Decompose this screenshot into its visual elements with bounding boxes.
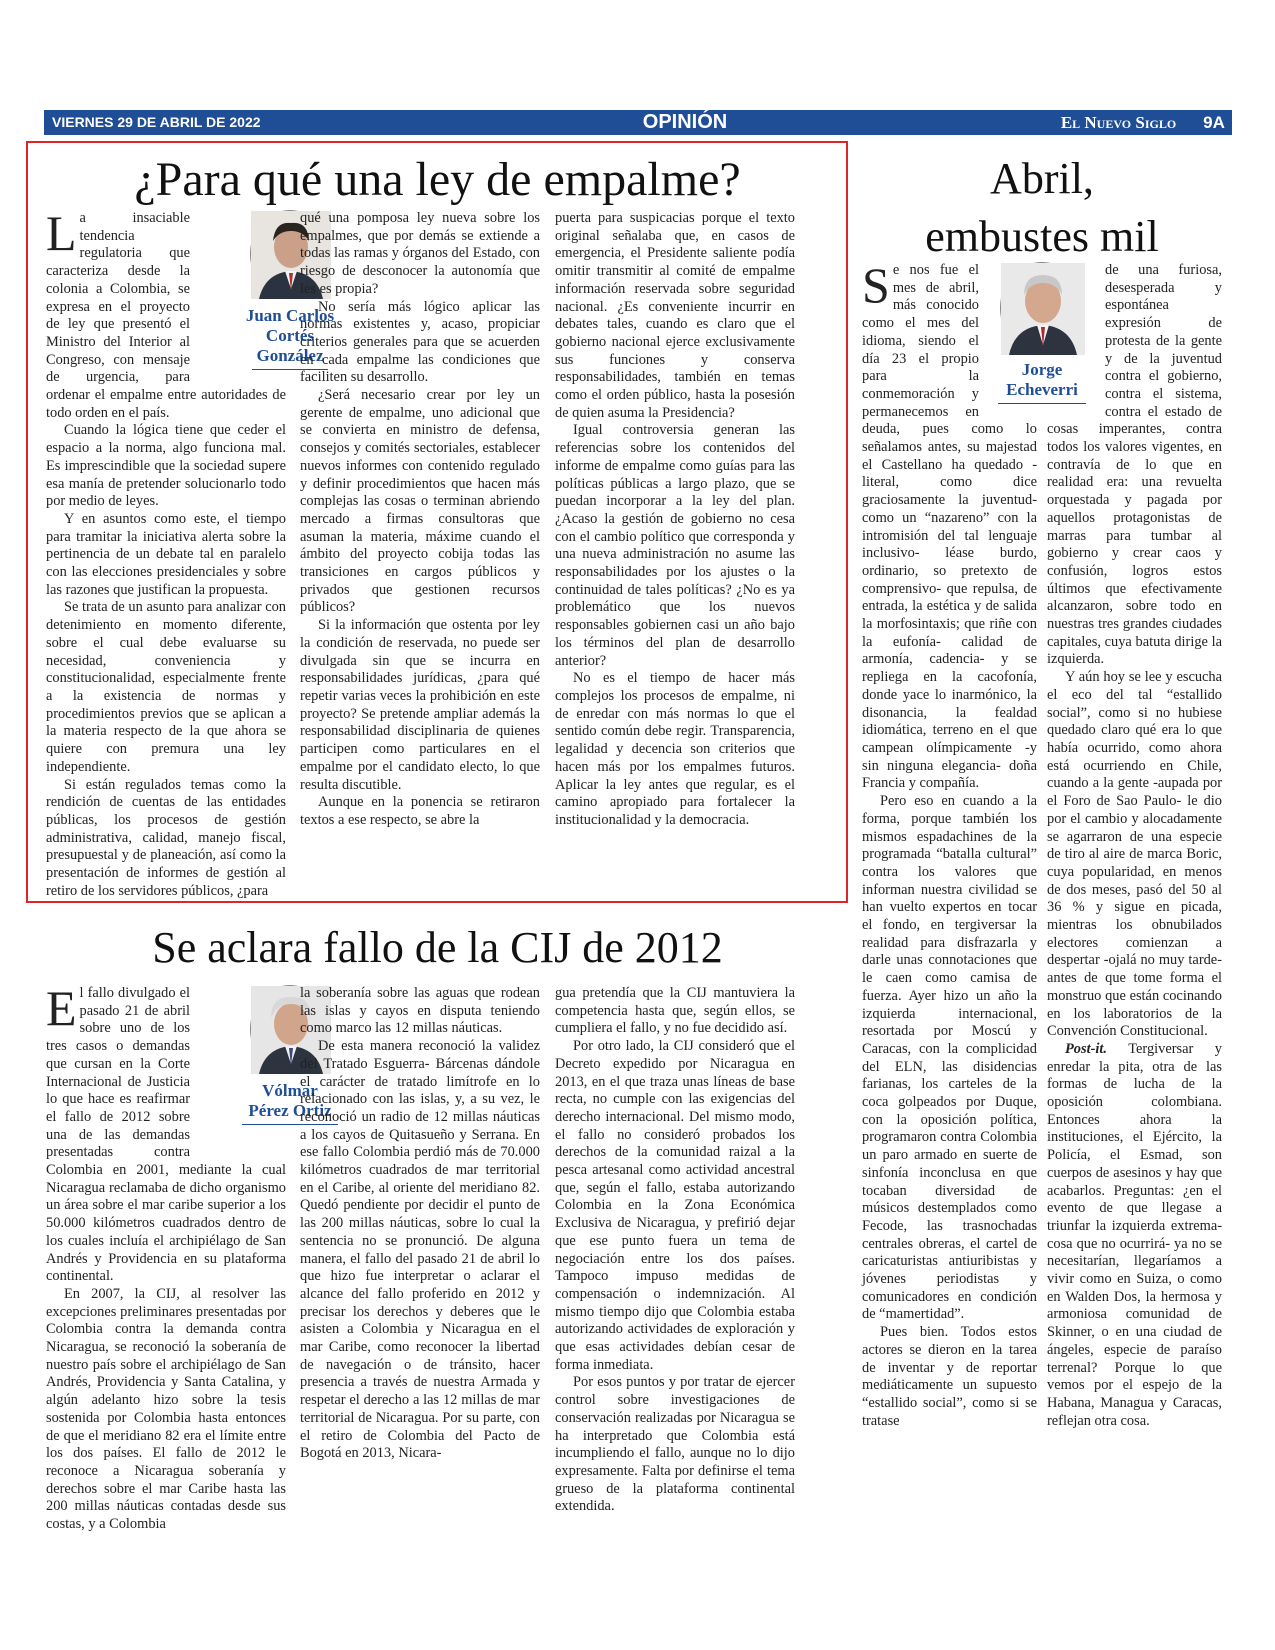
article1-paragraph: Se trata de un asunto para analizar con detenimiento en momento diferente, sobre el cual debe evaluarse su necesidad, conveniencia y constitucionalidad, especialmente frente a la existencia de normas y procedimientos previos que se aplican a la materia respecto de la que ahora se quiere con premura una ley independiente. [46,599,286,775]
article2-paragraph: la soberanía sobre las aguas que rodean las islas y cayos en disputa teniendo como marco las 12 millas náuticas. [300,985,540,1037]
article3-paragraph: Tergiversar y enredar la pita, otra de las formas de lucha de la oposición colombiana. Entonces ahora la instituciones, el Ejército, la Policía, el Esmad, son cuerpos de asesinos y hay que acabarlos. Preguntas: ¿en el evento de que llegase a triunfar la izquierda extrema- cosa que no ocurrirá- ya no se necesitarían, llegaríamos a vivir como en Suiza, o como en Walden Dos, la hermosa y armoniosa comunidad de Skinner, o en una ciudad de ángeles, especie de paraíso terrenal? Porque lo que vemos por el espejo de la Habana, Managua y Caracas, reflejan otra cosa. [1047,1040,1222,1429]
article2-paragraph: En 2007, la CIJ, al resolver las excepciones preliminares presentadas por Colombia contra la demanda contra Nicaragua, se reconoció la soberanía de nuestro país sobre el archipiélago de San Andrés, Providencia y Santa Catalina, y algún adelanto hizo sobre la tesis sostenida por Colombia hasta entonces de que el meridiano 82 era el límite entre los dos países. El fallo de 2012 le reconoce a Nicaragua soberanía y derechos sobre el mar Caribe hasta las 200 millas náuticas contadas desde sus costas, y a Colombia [46,1285,286,1533]
article1-dropcap: L [46,205,77,261]
article1-column-2 [300,210,540,840]
article3-portrait-spacer [1047,262,1105,412]
article3-paragraph: de una furiosa, desesperada y espontánea expresión de protesta de la gente y de la juventud contra el gobierno, contra el sistema, contra el estado de cosas imperantes, contra todos los valores vigentes, en contravía de lo que en realidad era: una revuelta orquestada y pagada por aquellos protagonistas de marras para tumbar al gobierno y crear caos y confusión, logros estos últimos que efectivamente alcanzaron, sobre todo en nuestras tres grandes ciudades capitales, cuya batuta dirige la izquierda. [1047,262,1222,668]
article3-title-line: embustes mil [925,212,1159,261]
article2-title: Se aclara fallo de la CIJ de 2012 [152,923,723,972]
article1-paragraph: Si están regulados temas como la rendición de cuentas de las entidades públicas, los procesos de gestión administrativa, calidad, manejo fiscal, presupuestal y de planeación, así como la presentación de informes de gestión al retiro de los servidores públicos, ¿para [46,776,286,899]
postit-label: Post-it. [1065,1040,1107,1057]
article2-paragraph: l fallo divulgado el pasado 21 de abril sobre uno de los tres casos o demandas que cursan en la Corte Internacional de Justicia lo que hace es reafirmar el fallo de 2012 sobre una de las demandas presentadas contra Colombia en 2001, mediante la cual Nicaragua reclamaba de dicho organismo un área sobre el mar caribe superior a los 50.000 kilómetros cuadrados dentro de los cuales incluía el archipiélago de San Andrés y Providencia en su plataforma continental. [46,985,286,1285]
article2-column-3 [555,985,795,1520]
author-name-line: Cortés [265,326,315,345]
page-header [44,110,1232,135]
article2-paragraph: De esta manera reconoció la validez del Tratado Esguerra- Bárcenas dándole el carácter de tratado limítrofe en lo relacionado con las islas, y, a su vez, le reconoció un radio de 12 millas náuticas a los cayos de Quitasueño y Serrana. En ese fallo Colombia perdió más de 70.000 kilómetros cuadrados de mar territorial en el Caribe, al oriente del meridiano 82. Quedó pendiente por decidir el punto de las 200 millas náuticas, sobre lo cual la sentencia no se pronunció. De alguna manera, el fallo del pasado 21 de abril lo que hizo fue interpretar o aclarar el alcance del fallo proferido en 2012 y precisar los derechos y deberes que le asisten a Colombia y Nicaragua en el mar Caribe, como reconocer la libertad de navegación o de tránsito, hacer presencia a través de nuestra Armada y respetar el derecho a las 12 millas de mar territorial de Nicaragua. Por su parte, con el retiro de Colombia del Pacto de Bogotá en 2013, Nicara- [300,1038,540,1462]
article1-paragraph: puerta para suspicacias porque el texto original señalaba que, en casos de emergencia, el Presidente saliente podía omitir transmitir al comité de empalme información reservada sobre seguridad nacional. ¿Es conveniente incurrir en debates tales, cuando es claro que el gobierno nacional ejerce exclusivamente sus funciones y conserva responsabilidades, también en temas como el orden público, hasta la posesión de quien asuma la Presidencia? [555,210,795,421]
article2-paragraph: Por otro lado, la CIJ consideró que el Decreto expedido por Nicaragua en 2013, en el que traza unas líneas de base recta, no cumple con las exigencias del derecho internacional. Del mismo modo, el fallo no consideró probados los derechos de la comunidad raizal a la pesca artesanal como actividad ancestral que, según el fallo, estaba autorizando Colombia en la Zona Económica Exclusiva de Nicaragua, y prefirió dejar que ese punto fuera un tema de negociación entre los dos países. Tampoco impuso medidas de compensación o indemnización. Al mismo tiempo dijo que Colombia estaba autorizando actividades de exploración y que esas actividades debían cesar de forma inmediata. [555,1038,795,1373]
article1-paragraph: Si la información que ostenta por ley la condición de reservada, no puede ser divulgada sin que se incurra en responsabilidades jurídicas, ¿para qué repetir varias veces la prohibición en este proyecto? Se pretende ampliar además la responsabilidad disciplinaria de quienes participen como particulares en el empalme por el candidato electo, lo que resulta discutible. [300,617,540,793]
article3-title-line: Abril, [990,154,1094,203]
article3-paragraph: Pues bien. Todos estos actores se dieron en la tarea de inventar y de reportar mediáticamente un supuesto “estallido social”, como si se tratase [862,1324,1037,1429]
article2-paragraph: Por esos puntos y por tratar de ejercer control sobre investigaciones de conservación realizadas por Nicaragua se ha interpretado que Colombia está incumpliendo el fallo, aunque no lo dijo expresamente. Falta por definirse el tema grueso de la plataforma continental extendida. [555,1374,795,1515]
header-section: OPINIÓN [329,110,1041,135]
article1-paragraph: qué una pomposa ley nueva sobre los empalmes, que por demás se extiende a todas las ramas y órganos del Estado, con riesgo de desconocer la autonomía que les es propia? [300,210,540,297]
header-page-number: 9A [1196,110,1232,135]
article1-paragraph: No es el tiempo de hacer más complejos los procesos de empalme, ni de enredar con más normas lo que el sentido común debe regir. Transparencia, legalidad y decencia son criterios que hacen más por los empalmes futuros. Aplicar la ley antes que regular, es el camino apropiado para fortalecer la institucionalidad y la democracia. [555,670,795,828]
article3-paragraph: Pero eso en cuando a la forma, porque también los mismos espadachines de la programada “batalla cultural” contra los valores que informan nuestra civilidad se han vuelto expertos en tocar el fondo, en tergiversar la realidad para disfrazarla y darle unas connotaciones que le caen como camisa de fuerza. Ayer hizo un año la izquierda internacional, resortada por Moscú y Caracas, con la complicidad del ELN, las disidencias farianas, los carteles de la coca golpeados por Duque, con la oposición política, programaron contra Colombia un paro armado en suerte de sinfonía inconclusa en que tocaban diversidad de músicos destemplados como Fecode, las trasnochadas centrales obreras, el cartel de caricaturistas antiuribistas y jóvenes periodistas y comunicadores en condición de “mamertidad”. [862,793,1037,1323]
article1-paragraph: Igual controversia generan las referencias sobre los contenidos del informe de empalme como guías para las políticas públicas a largo plazo, que se puedan incorporar a la ley del plan. ¿Acaso la gestión de gobierno no cesa con el cambio político que corresponda y una nueva administración no asume las responsabilidades por los ajustes o la continuidad de tales políticas? ¿No es ya problemático que los nuevos responsables gobiernen casi un año bajo los términos del plan de desarrollo anterior? [555,422,795,669]
article1-column-3 [555,210,795,840]
header-newspaper: El Nuevo Siglo [1041,110,1196,135]
article3-dropcap: S [862,257,890,313]
article1-paragraph: ¿Será necesario crear por ley un gerente de empalme, uno adicional que se convierta en ministro de defensa, consejos y comités sectoriales, establecer nuevos informes con contenido regulado y definir procedimientos que hacen más complejas las cosas o terminan abriendo mercado a firmas consultoras que asuman la materia, máxime cuando el ámbito del proyecto cobija todas las transiciones en cargos públicos y privados que gestionen recursos públicos? [300,387,540,616]
header-date: VIERNES 29 DE ABRIL DE 2022 [44,110,329,135]
author-name-line: Vólmar [262,1081,318,1100]
article1-paragraph: Aunque en la ponencia se retiraron textos a ese respecto, se abre la [300,794,540,828]
author-name-line: Juan Carlos [245,306,335,325]
article1-paragraph: Cuando la lógica tiene que ceder el espacio a la norma, algo funciona mal. Es imprescindible que la sociedad supere esa manía de pretender solucionarlo todo por medio de leyes. [46,422,286,510]
author-name-line: Jorge [1021,360,1063,379]
article3-paragraph: Y aún hoy se lee y escucha el eco del tal “estallido social”, como si no hubiese quedado claro qué era lo que había ocurrido, como ahora está ocurriendo en Chile, cuando a la gente -aupada por el Foro de Sao Paulo- le dio por el cambio y alocadamente se agarraron de una especie de tiro al aire de marca Boric, cuya popularidad, en menos de dos meses, pasó del 50 al 36 % y sigue en picada, mientras los obnubilados electores comienzan a despertar -ojalá no muy tarde- antes de que tome forma el monstruo que están cocinando en los laboratorios de la Convención Constitucional. [1047,669,1222,1040]
article2-paragraph: gua pretendía que la CIJ mantuviera la competencia hasta que, según ellos, se cumpliera el fallo, y no fue decidido así. [555,985,795,1037]
article1-title: ¿Para qué una ley de empalme? [134,153,741,206]
article2-dropcap: E [46,980,77,1036]
article2-column-2 [300,985,540,1520]
article1-paragraph: a insaciable tendencia regulatoria que caracteriza desde la colonia a Colombia, se expresa en el proyecto de ley que presentó el Ministro del Interior al Congreso, con mensaje de urgencia, para ordenar el empalme entre autoridades de todo orden en el país. [46,210,286,421]
article3-column-2 [1047,262,1222,1522]
author-name-line: Pérez Ortiz [248,1101,332,1120]
article1-paragraph: Y en asuntos como este, el tiempo para tramitar la iniciativa alerta sobre la pertinencia de un debate tal en paralelo con las elecciones presidenciales y sobre las razones que justifican la propuesta. [46,510,286,598]
article3-paragraph: e nos fue el mes de abril, más conocido como el mes del idioma, siendo el día 23 el propio para la conmemoración y permanecemos en deuda, pues como lo señalamos antes, su majestad el Castellano ha quedado -literal, como dice graciosamente la juventud- como un “nazareno” con la intromisión del tal lenguaje inclusivo- léase burdo, ordinario, so pretexto de comprensivo- que repulsa, de entrada, la estética y de salida la morfosintaxis; que riñe con la eufonía- calidad de armonía, cadencia- y se repliega en la cacofonía, donde yace lo inarmónico, la disonancia, la fealdad idiomática, terreno en el que campean olímpicamente -y sin ninguna elegancia- doña Francia y compañía. [862,262,1037,792]
article1-paragraph: No sería más lógico aplicar las normas existentes y, acaso, propiciar criterios generales para que se acuerden en cada empalme las condiciones que faciliten su desarrollo. [300,298,540,386]
author-name-line: González [256,346,324,365]
article3-column-1 [862,257,1037,1522]
author-name-line: Echeverri [1006,380,1078,399]
article3-title [862,150,1222,266]
